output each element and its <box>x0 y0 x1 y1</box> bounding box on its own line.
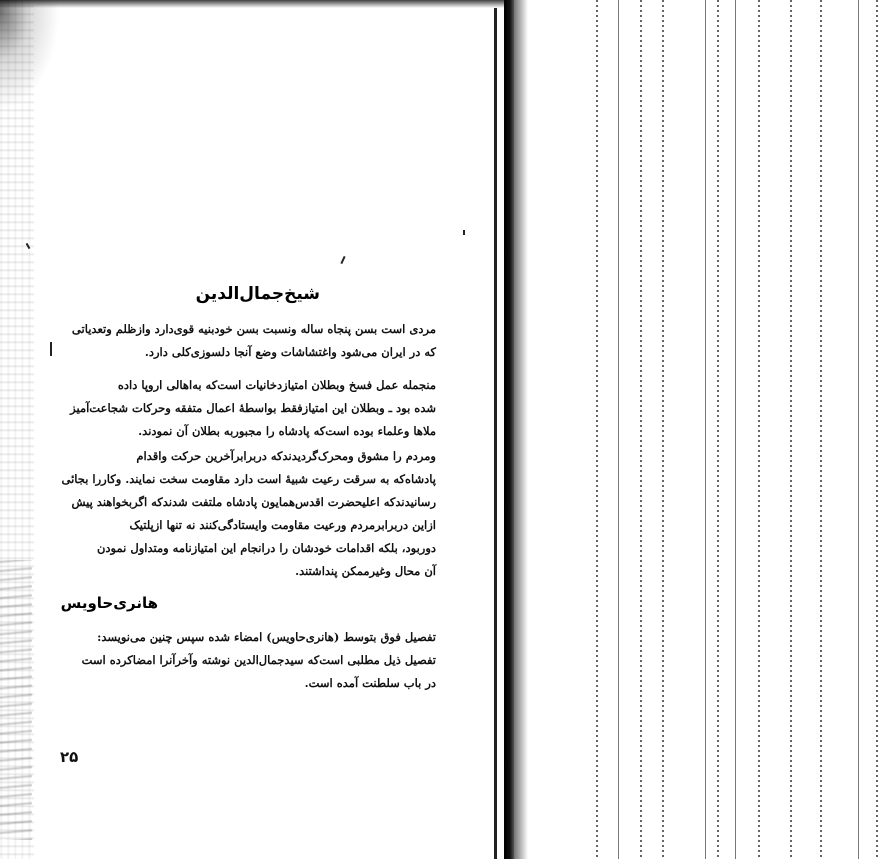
page-edge <box>662 0 664 859</box>
page-edge <box>790 0 792 859</box>
text-line: ومردم را مشوق ومحرک‌گردیدندکه دربرابرآخرین حرکت واقدام <box>136 449 436 463</box>
page-edge <box>820 0 822 859</box>
page-edge-line <box>494 8 497 859</box>
text-line: ملاها وعلماء بوده است‌که پادشاه را مجبوربه بطلان آن نمودند. <box>138 424 436 438</box>
paragraph-4 <box>40 626 436 695</box>
text-line: که در ایران می‌شود واغتشاشات وضع آنجا دلسوزی‌کلی دارد. <box>144 345 436 359</box>
page-edge <box>858 0 859 859</box>
page-edge <box>596 0 598 859</box>
page-edge <box>705 0 706 859</box>
text-line: رسانیدندکه اعلیحضرت اقدس‌همایون پادشاه ملتفت شدندکه اگربخواهند پیش <box>71 495 436 509</box>
page-number: ۲۵ <box>60 748 79 766</box>
text-line: تفصیل فوق بتوسط (هانری‌حاویس) امضاء شده سپس چنین می‌نویسد: <box>97 630 436 644</box>
paragraph-2 <box>40 374 436 443</box>
spine-shadow <box>514 0 528 859</box>
page-edge <box>717 0 719 859</box>
scan-speck <box>463 230 465 235</box>
page-edge <box>876 0 878 859</box>
page-edge <box>640 0 642 859</box>
text-line: در باب سلطنت آمده است. <box>304 676 436 690</box>
text-line: تفصیل ذیل مطلبی است‌که سیدجمال‌الدین نوشته وآخرآنرا امضاکرده است <box>81 653 436 667</box>
text-line: پادشاه‌که به سرقت رعیت شبیهٔ است دارد مقاومت سخت نمایند. وکاررا بجائی <box>61 472 436 486</box>
paragraph-3 <box>40 445 436 583</box>
text-line: ازاین دربرابرمردم ورعیت مقاومت وایستادگی‌کنند نه تنها ازپلتیک <box>129 518 436 532</box>
scan-left-bottom-noise <box>0 560 32 840</box>
paragraph-1 <box>40 318 436 364</box>
text-line: مردی است بسن پنجاه ساله ونسبت بسن خودبنیه قوی‌دارد وازظلم وتعدیاتی <box>71 322 436 336</box>
scan-speck <box>340 256 345 264</box>
text-line: منجمله عمل فسخ وبطلان امتیازدخانیات است‌که به‌اهالی اروپا داده <box>117 378 436 392</box>
page-edge <box>735 0 736 859</box>
section-heading-henry-haweis: هانری‌حاویس <box>60 594 158 612</box>
scan-top-edge <box>0 0 505 8</box>
page-edge <box>618 0 619 859</box>
text-line: آن محال وغیرممکن پنداشتند. <box>295 564 436 578</box>
page-edge <box>758 0 760 859</box>
scan-corner-shadow <box>0 0 60 110</box>
section-heading-jamal-al-din: شیخ‌جمال‌الدین <box>195 284 320 304</box>
text-line: دوربود، بلکه اقدامات خودشان را درانجام این امتیازنامه ومتداول نمودن <box>96 541 436 555</box>
book-spine <box>504 0 514 859</box>
text-line: شده بود ـ وبطلان این امتیازفقط بواسطهٔ اعمال متفقه وحرکات شجاعت‌آمیز <box>70 401 436 415</box>
